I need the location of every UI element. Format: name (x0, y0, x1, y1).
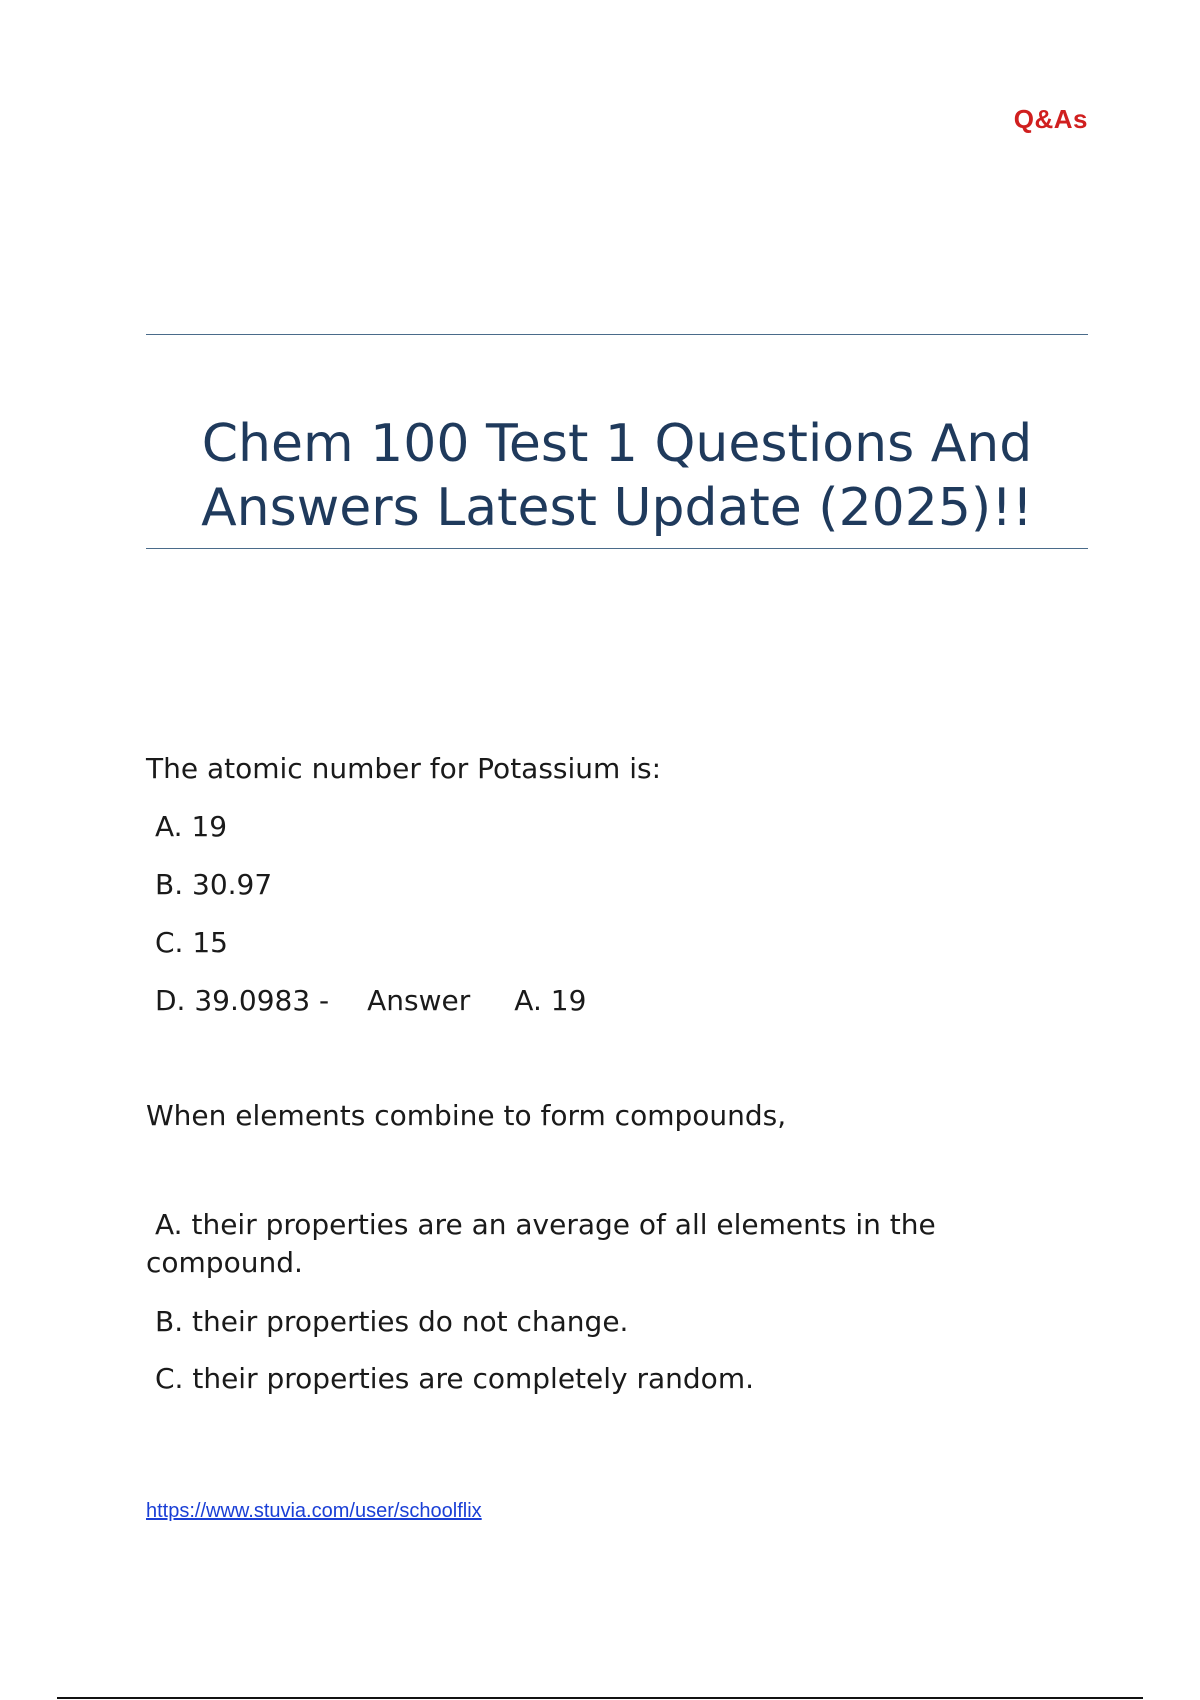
question-2-option-b: B. their properties do not change. (155, 1305, 629, 1338)
footer-rule (57, 1697, 1143, 1699)
question-1-option-d: D. 39.0983 - (155, 984, 330, 1017)
source-link[interactable]: https://www.stuvia.com/user/schoolflix (146, 1500, 482, 1522)
question-1-answer-label: Answer (367, 984, 471, 1017)
question-1-option-d-row (146, 982, 586, 1020)
question-1-option-b: B. 30.97 (155, 868, 273, 901)
question-2-option-c: C. their properties are completely random. (155, 1362, 754, 1395)
question-1-option-a: A. 19 (155, 810, 228, 843)
question-2-option-a: A. their properties are an average of all elements in the compound. (146, 1208, 936, 1279)
title-top-rule (146, 334, 1088, 335)
question-1-option-c: C. 15 (155, 926, 228, 959)
question-1-answer-value: A. 19 (514, 984, 587, 1017)
title-bottom-rule (146, 548, 1088, 549)
question-2-prompt: When elements combine to form compounds, (146, 1099, 787, 1132)
title-line-2: Answers Latest Update (2025)!! (201, 478, 1033, 538)
question-1-prompt: The atomic number for Potassium is: (146, 752, 662, 785)
document-title (146, 412, 1088, 540)
qa-header-tag: Q&As (1013, 104, 1088, 134)
title-line-1: Chem 100 Test 1 Questions And (201, 414, 1033, 474)
